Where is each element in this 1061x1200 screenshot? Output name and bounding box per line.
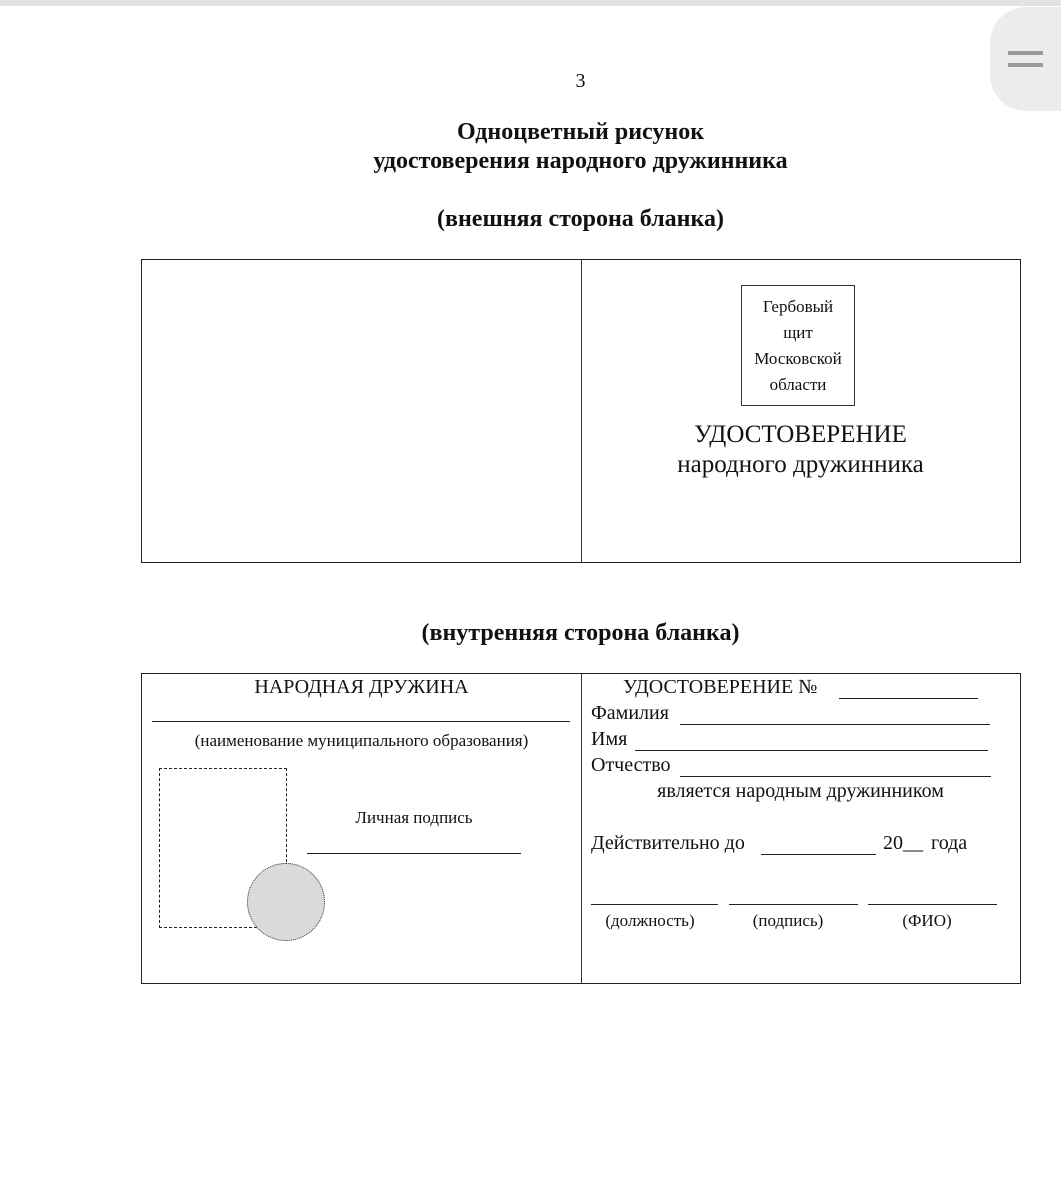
name-field[interactable] (635, 750, 988, 751)
position-field[interactable] (591, 904, 718, 905)
page-title-line2: удостоверения народного дружинника (373, 148, 788, 174)
drag-handle-icon (1008, 51, 1043, 55)
org-name-field[interactable] (152, 721, 570, 722)
org-title: НАРОДНАЯ ДРУЖИНА (254, 676, 469, 698)
name-label: Имя (591, 728, 628, 750)
page-number: 3 (575, 70, 586, 92)
crest-text-line: щит (783, 322, 813, 342)
signature-label: Личная подпись (355, 808, 473, 827)
valid-until-date-field[interactable] (761, 854, 876, 855)
status-text: является народным дружинником (657, 780, 944, 802)
year-suffix: года (931, 832, 968, 854)
signature-field[interactable] (729, 904, 858, 905)
certificate-number-field[interactable] (839, 698, 978, 699)
full-name-caption: (ФИО) (902, 911, 952, 930)
certificate-subtitle: народного дружинника (677, 451, 924, 478)
certificate-cover-title (581, 420, 1020, 480)
crest-text-line: Московской (754, 348, 842, 368)
certificate-title: УДОСТОВЕРЕНИЕ (694, 421, 907, 448)
personal-signature-field[interactable] (307, 853, 521, 854)
position-caption: (должность) (605, 911, 695, 930)
full-name-field[interactable] (868, 904, 997, 905)
page-title (0, 118, 1061, 176)
certificate-number-label: УДОСТОВЕРЕНИЕ № (623, 676, 818, 698)
outer-side-heading: (внешняя сторона бланка) (437, 206, 724, 232)
coat-of-arms-placeholder (741, 285, 855, 406)
viewer-top-bar (0, 0, 1061, 6)
org-caption: (наименование муниципального образования) (194, 731, 529, 750)
inner-side-heading: (внутренняя сторона бланка) (421, 620, 740, 646)
signature-caption: (подпись) (752, 911, 824, 930)
valid-until-label: Действительно до (591, 832, 745, 854)
column-divider (581, 260, 582, 562)
outer-side-form (141, 259, 1021, 563)
surname-field[interactable] (680, 724, 990, 725)
page-title-line1: Одноцветный рисунок (456, 119, 705, 145)
patronymic-field[interactable] (680, 776, 991, 777)
scroll-handle[interactable] (990, 7, 1061, 111)
surname-label: Фамилия (591, 702, 669, 724)
patronymic-label: Отчество (591, 754, 671, 776)
column-divider (581, 674, 582, 983)
crest-text-line: Гербовый (762, 296, 834, 316)
stamp-placeholder (247, 863, 325, 941)
year-prefix: 20__ (883, 832, 923, 854)
crest-text-line: области (769, 374, 827, 394)
drag-handle-icon (1008, 63, 1043, 67)
